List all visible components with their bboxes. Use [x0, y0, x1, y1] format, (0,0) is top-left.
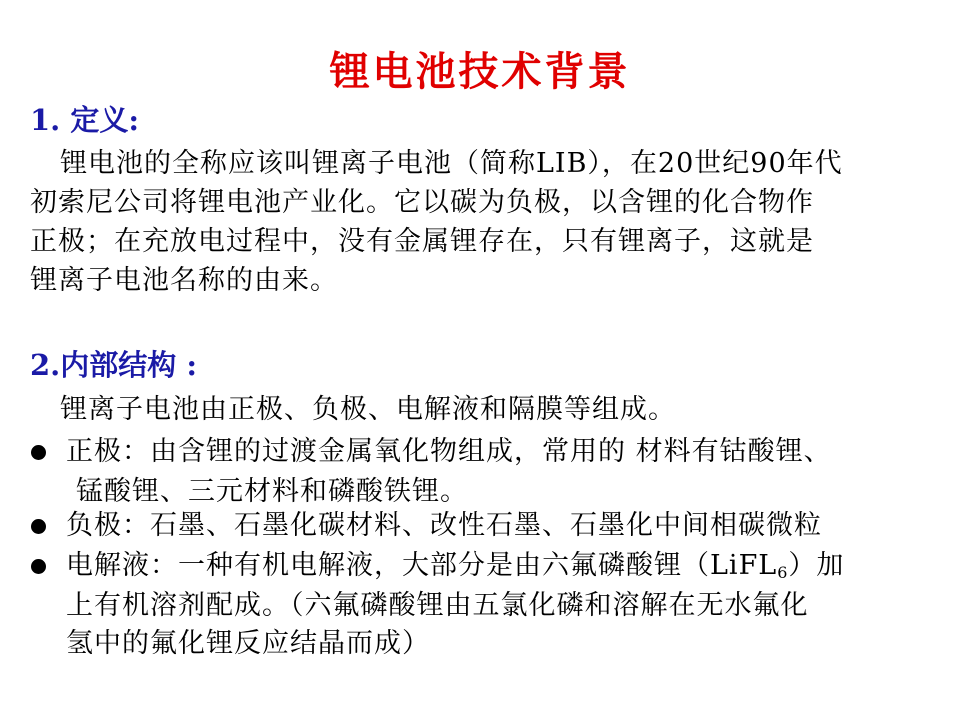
bullet-cathode-line-1: 正极：由含锂的过渡金属氧化物组成，常用的 材料有钴酸锂、: [66, 436, 832, 467]
slide-title: 锂电池技术背景: [329, 48, 631, 95]
bullet-electrolyte-line-1: [66, 548, 844, 584]
section-heading-structure: 2.内部结构 :: [30, 348, 198, 382]
bullet-dot-icon: [31, 445, 46, 460]
definition-line-2: 初索尼公司将锂电池产业化。它以碳为负极，以含锂的化合物作: [30, 187, 814, 218]
bullet-electrolyte-line-2: 上有机溶剂配成。（六氟磷酸锂由五氯化磷和溶解在无水氟化: [66, 590, 809, 621]
bullet-cathode-line-2: 锰酸锂、三元材料和磷酸铁锂。: [76, 476, 468, 507]
bullet-dot-icon: [31, 559, 46, 574]
bullet-electrolyte-line-3: 氢中的氟化锂反应结晶而成）: [66, 628, 430, 659]
definition-line-4: 锂离子电池名称的由来。: [30, 265, 338, 296]
definition-line-3: 正极；在充放电过程中，没有金属锂存在，只有锂离子，这就是: [30, 226, 814, 257]
bullet-dot-icon: [31, 519, 46, 534]
electrolyte-subscript: 6: [777, 563, 789, 582]
structure-intro: 锂离子电池由正极、负极、电解液和隔膜等组成。: [60, 394, 676, 425]
electrolyte-text-after: ）加: [788, 550, 845, 581]
definition-line-1: 锂电池的全称应该叫锂离子电池（简称LIB），在20世纪90年代: [60, 148, 843, 179]
section-heading-definition: 1. 定义:: [30, 103, 140, 137]
electrolyte-text-before: 电解液：一种有机电解液，大部分是由六氟磷酸锂（LiFL: [66, 550, 778, 581]
bullet-anode-line-1: 负极：石墨、石墨化碳材料、改性石墨、石墨化中间相碳微粒: [66, 510, 822, 541]
